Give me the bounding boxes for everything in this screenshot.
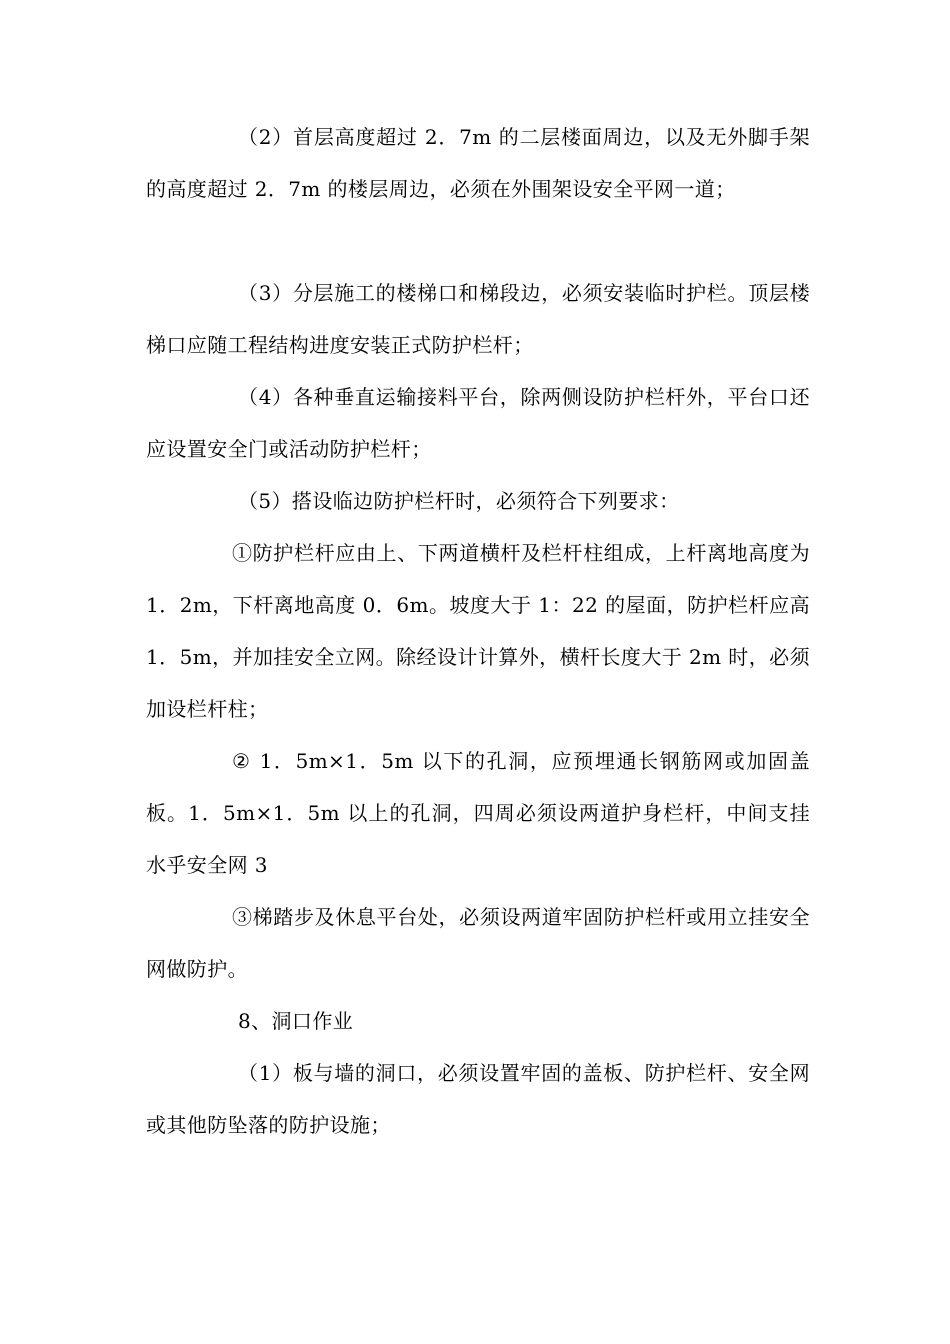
paragraph-item-3: （3）分层施工的楼梯口和梯段边，必须安装临时护栏。顶层楼梯口应随工程结构进度安装正式防护栏杆； (146, 281, 810, 357)
paragraph-opening-1: （1）板与墙的洞口，必须设置牢固的盖板、防护栏杆、安全网或其他防坠落的防护设施； (146, 1061, 810, 1137)
paragraph-requirement-2: ② 1．5m×1．5m 以下的孔洞，应预埋通长钢筋网或加固盖板。1．5m×1．5m 以上的孔洞，四周必须设两道护身栏杆，中间支挂水乎安全网 3 (146, 749, 810, 877)
section-heading-opening-work: 8、洞口作业 (238, 1009, 354, 1033)
paragraph-requirement-3: ③梯踏步及休息平台处，必须设两道牢固防护栏杆或用立挂安全网做防护。 (146, 905, 810, 981)
paragraph-item-2: （2）首层高度超过 2．7m 的二层楼面周边，以及无外脚手架的高度超过 2．7m 的楼层周边，必须在外围架设安全平网一道； (146, 125, 810, 201)
paragraph-item-5: （5）搭设临边防护栏杆时，必须符合下列要求： (238, 489, 680, 513)
paragraph-item-4: （4）各种垂直运输接料平台，除两侧设防护栏杆外，平台口还应设置安全门或活动防护栏杆； (146, 385, 810, 461)
paragraph-requirement-1: ①防护栏杆应由上、下两道横杆及栏杆柱组成，上杆离地高度为 1．2m，下杆离地高度 0．6m。坡度大于 1：22 的屋面，防护栏杆应高 1．5m，并加挂安全立网。除经设计计算外，横杆长度大于 2m 时，必须加设栏杆柱； (146, 541, 810, 721)
